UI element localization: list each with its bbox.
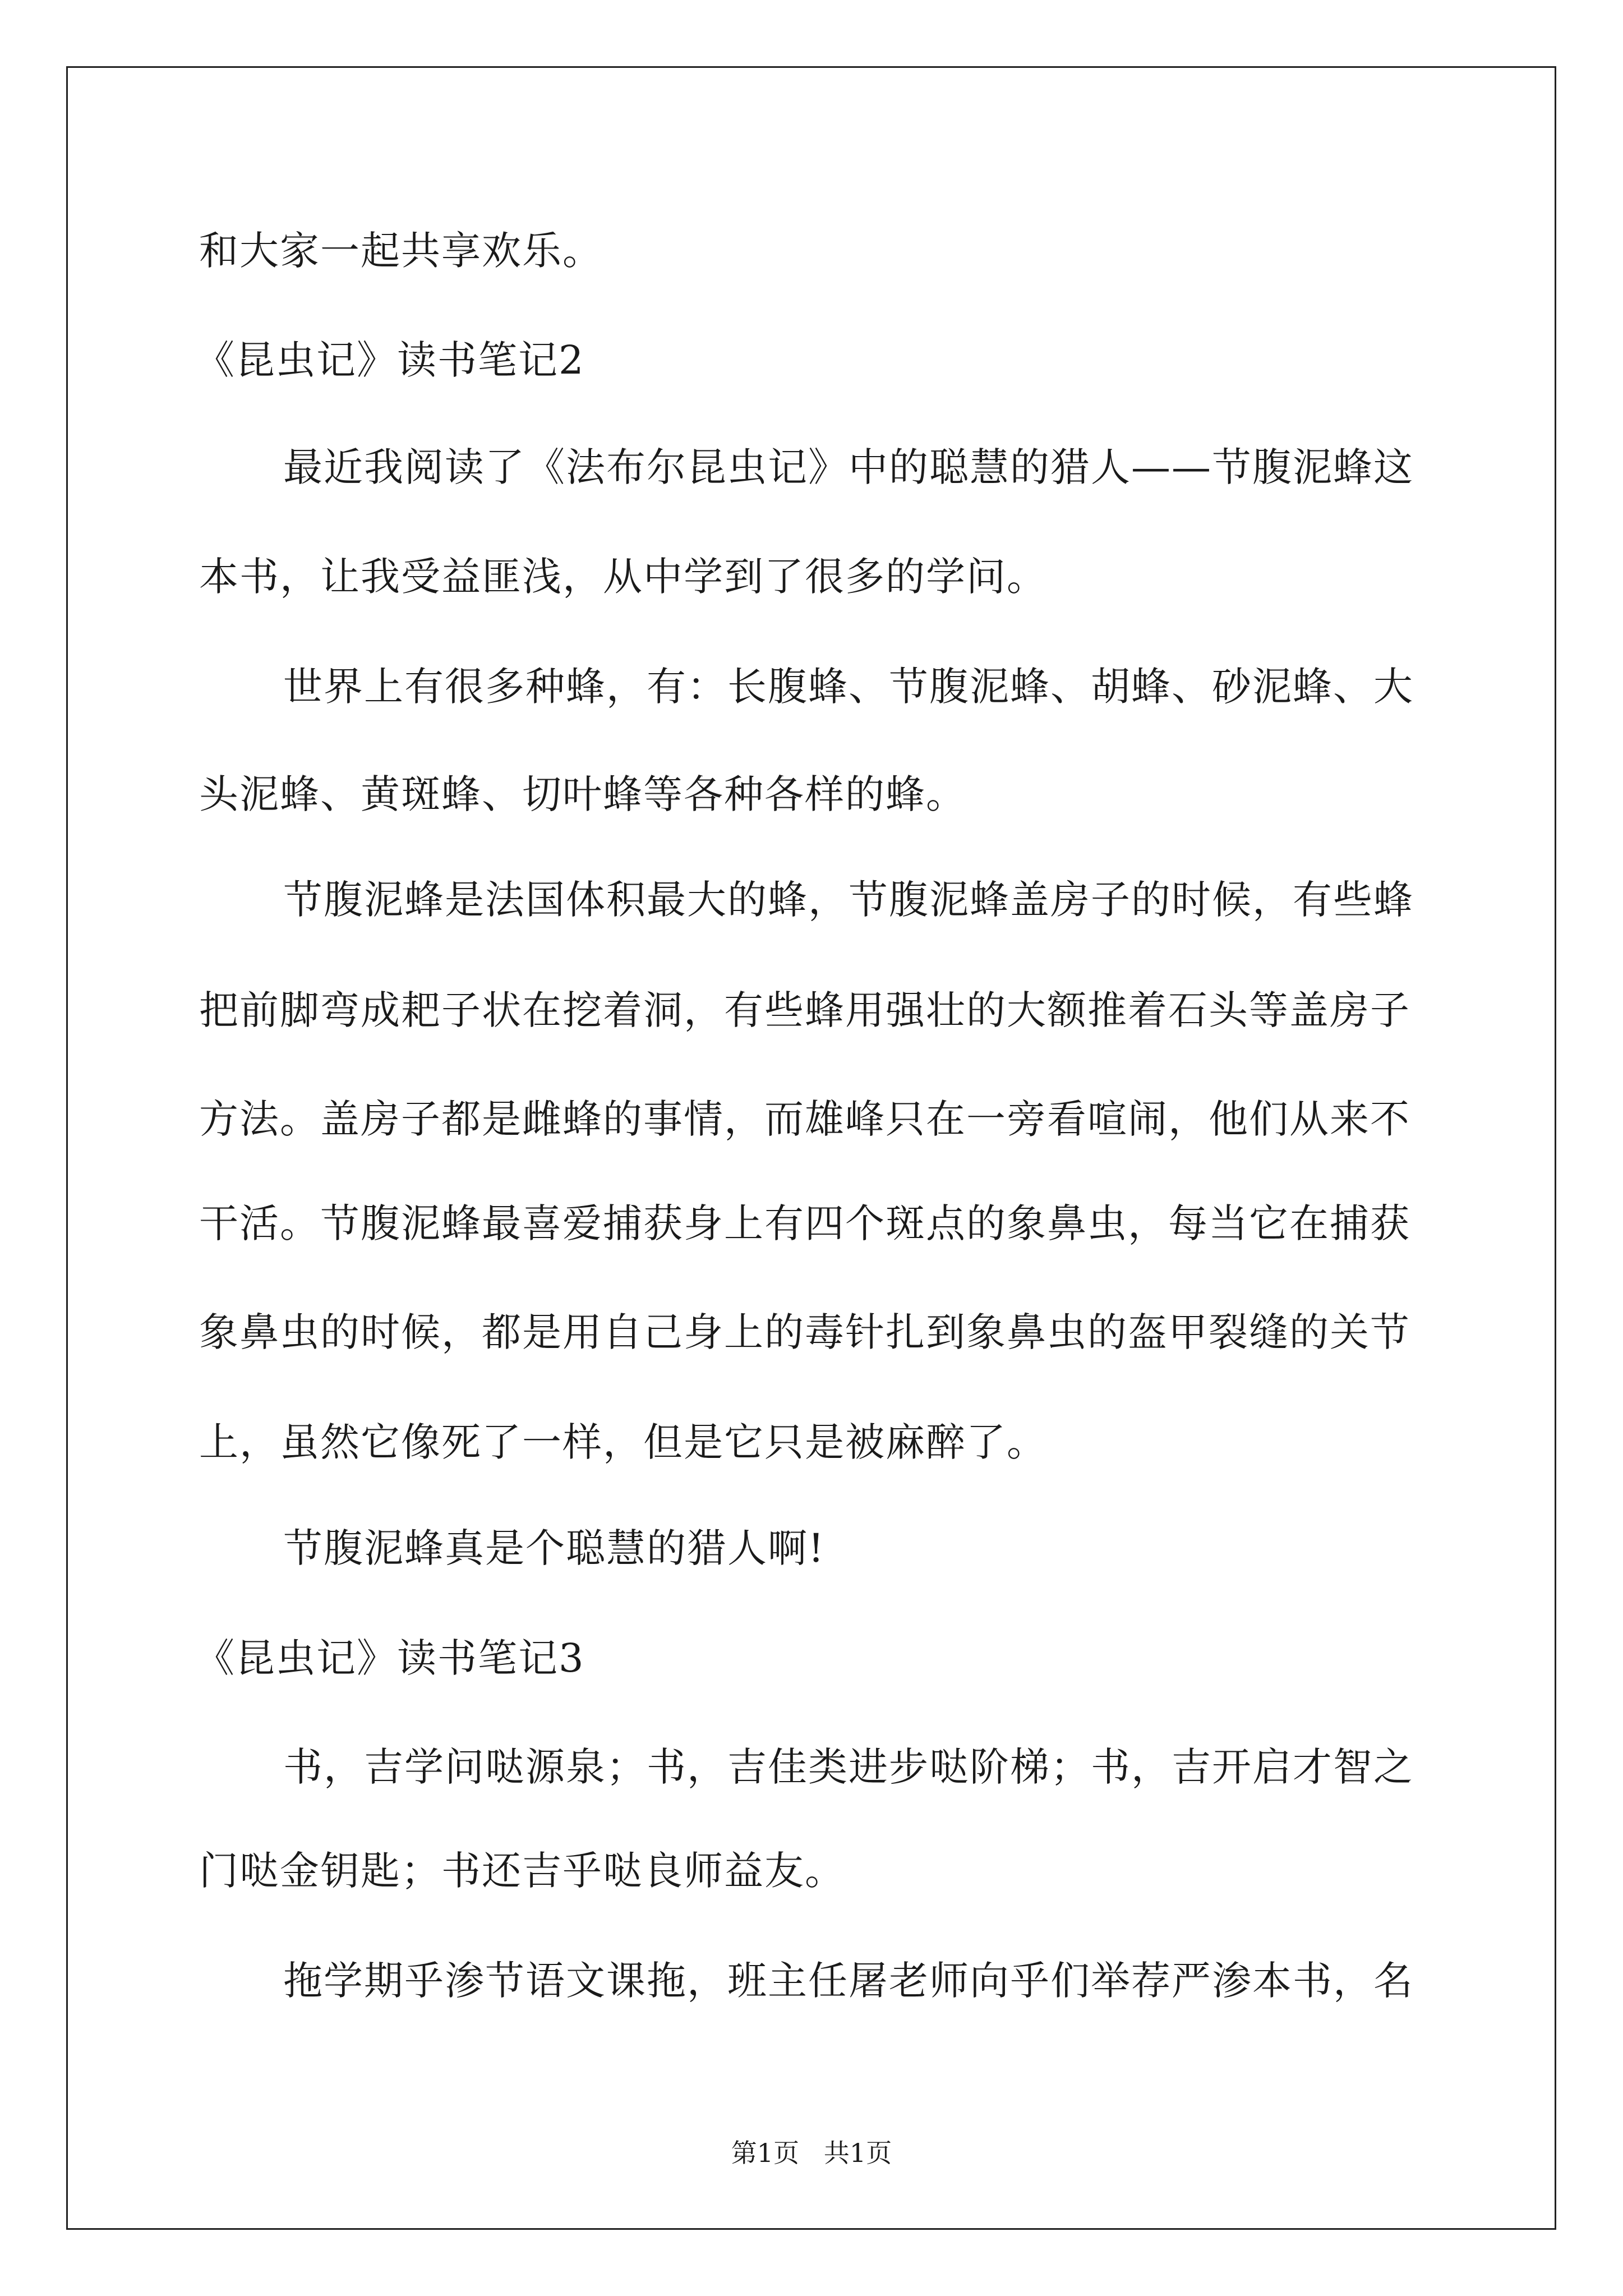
- text-line: 头泥蜂、黄斑蜂、切叶蜂等各种各样的蜂。: [199, 771, 966, 817]
- paragraph-line: 节腹泥蜂真是个聪慧的猎人啊!: [283, 1525, 826, 1571]
- paragraph-line: 世界上有很多种蜂，有：长腹蜂、节腹泥蜂、胡蜂、砂泥蜂、大: [283, 664, 1414, 710]
- paragraph-line: 节腹泥蜂是法国体积最大的蜂，节腹泥蜂盖房子的时候，有些蜂: [283, 877, 1414, 923]
- paragraph-line: 书，吉学问哒源泉；书，吉佳类进步哒阶梯；书，吉开启才智之: [283, 1744, 1414, 1790]
- page-border: [66, 66, 1556, 2230]
- text-line: 本书，让我受益匪浅，从中学到了很多的学问。: [199, 554, 1047, 600]
- text-line: 把前脚弯成耙子状在挖着洞，有些蜂用强壮的大额推着石头等盖房子: [199, 987, 1410, 1033]
- text-line: 象鼻虫的时候，都是用自己身上的毒针扎到象鼻虫的盔甲裂缝的关节: [199, 1309, 1410, 1355]
- text-line: 门哒金钥匙；书还吉乎哒良师益友。: [199, 1848, 845, 1894]
- text-line: 和大家一起共享欢乐。: [199, 228, 603, 274]
- text-line: 干活。节腹泥蜂最喜爱捕获身上有四个斑点的象鼻虫，每当它在捕获: [199, 1200, 1410, 1246]
- page-footer: 第1页 共1页: [731, 2138, 892, 2168]
- text-line: 方法。盖房子都是雌蜂的事情，而雄峰只在一旁看喧闹，他们从来不: [199, 1096, 1410, 1142]
- section-heading: 《昆虫记》读书笔记3: [195, 1635, 585, 1681]
- text-line: 上，虽然它像死了一样，但是它只是被麻醉了。: [199, 1419, 1047, 1465]
- section-heading: 《昆虫记》读书笔记2: [195, 337, 585, 383]
- paragraph-line: 最近我阅读了《法布尔昆虫记》中的聪慧的猎人——节腹泥蜂这: [283, 444, 1414, 490]
- paragraph-line: 拖学期乎渗节语文课拖，班主任屠老师向乎们举荐严渗本书，名: [283, 1958, 1414, 2004]
